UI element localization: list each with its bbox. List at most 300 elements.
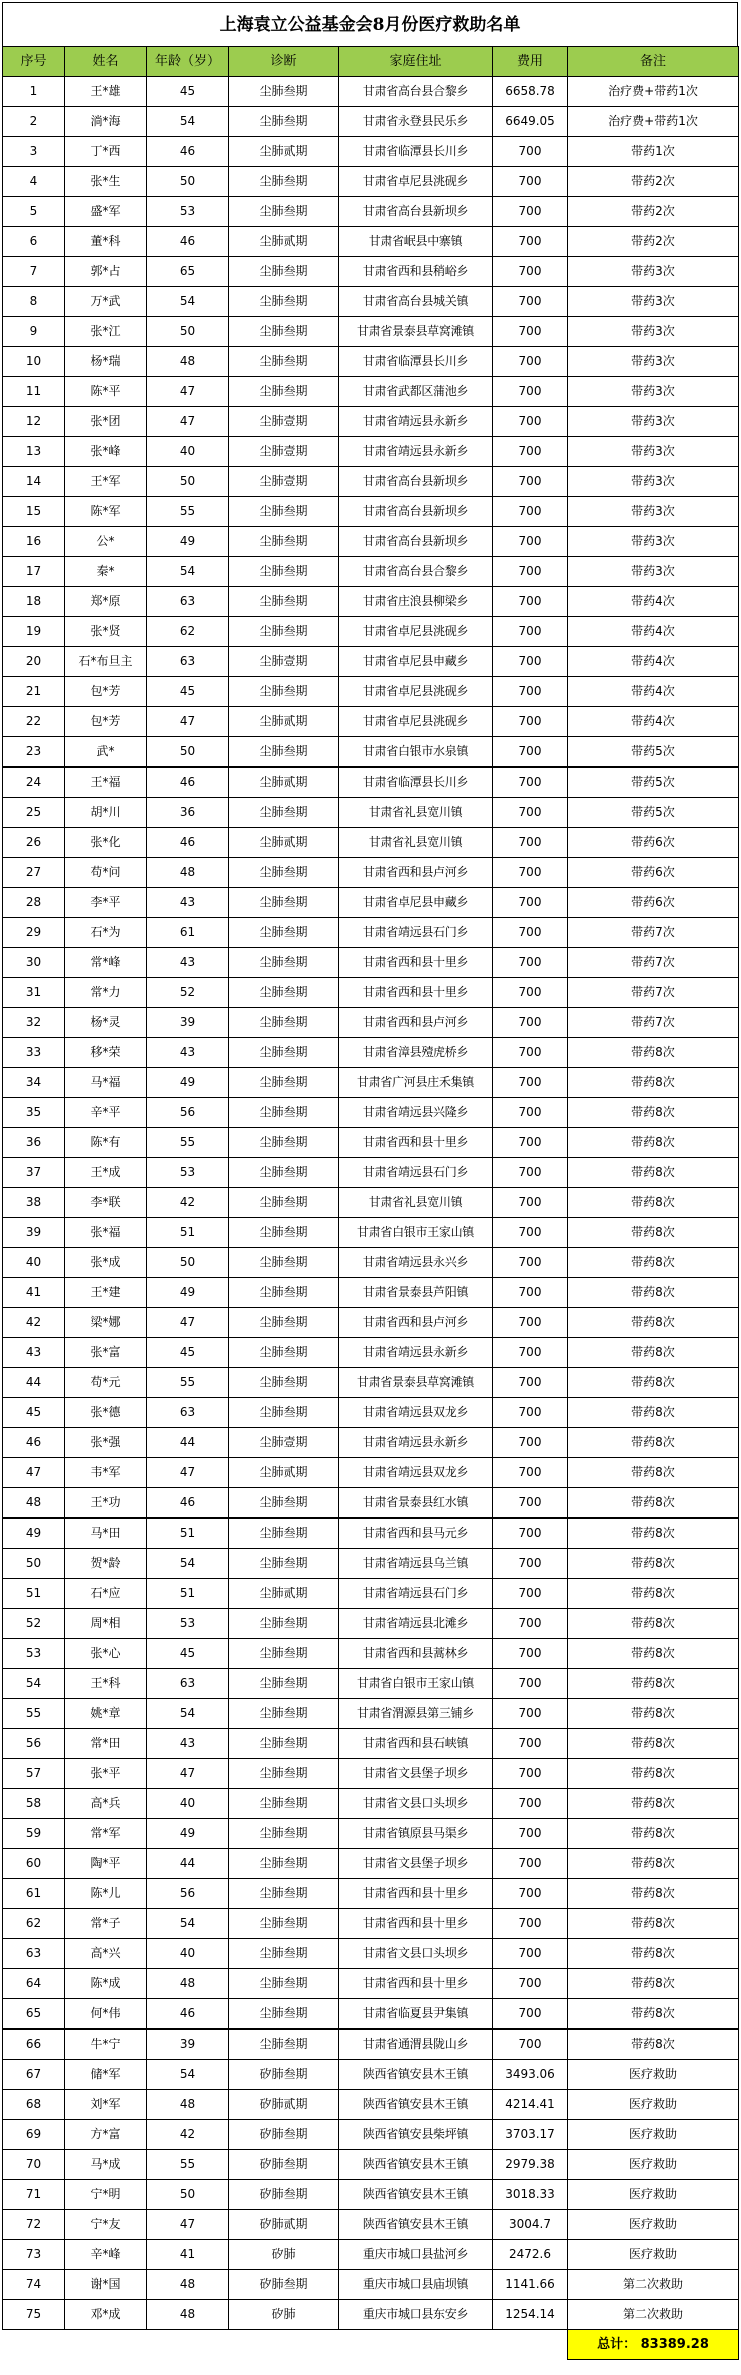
cell-address: 甘肃省漳县殪虎桥乡 — [339, 1038, 493, 1068]
table-row — [3, 1699, 739, 1729]
cell-cost: 700 — [493, 1639, 568, 1669]
cell-cost: 700 — [493, 1909, 568, 1939]
cell-name: 秦* — [65, 557, 147, 587]
cell-index: 13 — [3, 437, 65, 467]
cell-cost: 700 — [493, 1759, 568, 1789]
cell-remark: 带药8次 — [568, 1308, 739, 1338]
cell-index: 55 — [3, 1699, 65, 1729]
table-row — [3, 1458, 739, 1488]
cell-name: 郭*占 — [65, 257, 147, 287]
cell-age: 45 — [147, 77, 229, 107]
table-row — [3, 527, 739, 557]
cell-address: 甘肃省西和县卢河乡 — [339, 858, 493, 888]
cell-cost: 700 — [493, 1338, 568, 1368]
table-row — [3, 1068, 739, 1098]
cell-name: 高*兵 — [65, 1789, 147, 1819]
cell-address: 甘肃省卓尼县洮砚乡 — [339, 617, 493, 647]
cell-diagnosis: 尘肺叁期 — [229, 1879, 339, 1909]
cell-remark: 带药3次 — [568, 257, 739, 287]
cell-diagnosis: 尘肺叁期 — [229, 1308, 339, 1338]
col-header-remark: 备注 — [568, 47, 739, 77]
cell-age: 48 — [147, 2270, 229, 2300]
cell-cost: 700 — [493, 1579, 568, 1609]
cell-name: 张*富 — [65, 1338, 147, 1368]
cell-diagnosis: 尘肺壹期 — [229, 467, 339, 497]
cell-remark: 带药8次 — [568, 1549, 739, 1579]
table-row — [3, 1038, 739, 1068]
cell-cost: 700 — [493, 257, 568, 287]
cell-remark: 治疗费+带药1次 — [568, 107, 739, 137]
cell-age: 50 — [147, 167, 229, 197]
table-row — [3, 1128, 739, 1158]
cell-name: 盛*军 — [65, 197, 147, 227]
table-row — [3, 1669, 739, 1699]
cell-remark: 带药2次 — [568, 227, 739, 257]
cell-cost: 700 — [493, 1248, 568, 1278]
cell-index: 33 — [3, 1038, 65, 1068]
table-row — [3, 1639, 739, 1669]
cell-index: 2 — [3, 107, 65, 137]
cell-name: 杨*瑞 — [65, 347, 147, 377]
cell-address: 甘肃省高台县新坝乡 — [339, 467, 493, 497]
cell-age: 40 — [147, 1789, 229, 1819]
header-row — [3, 47, 739, 77]
cell-cost: 700 — [493, 527, 568, 557]
cell-index: 46 — [3, 1428, 65, 1458]
cell-index: 27 — [3, 858, 65, 888]
cell-address: 甘肃省靖远县双龙乡 — [339, 1458, 493, 1488]
cell-diagnosis: 尘肺壹期 — [229, 437, 339, 467]
cell-name: 陈*军 — [65, 497, 147, 527]
cell-age: 44 — [147, 1428, 229, 1458]
cell-age: 41 — [147, 2240, 229, 2270]
cell-diagnosis: 矽肺叁期 — [229, 2060, 339, 2090]
cell-age: 51 — [147, 1518, 229, 1549]
table-row — [3, 1579, 739, 1609]
cell-diagnosis: 尘肺叁期 — [229, 798, 339, 828]
cell-remark: 带药7次 — [568, 978, 739, 1008]
col-header-address: 家庭住址 — [339, 47, 493, 77]
cell-age: 47 — [147, 1759, 229, 1789]
cell-address: 甘肃省靖远县双龙乡 — [339, 1398, 493, 1428]
cell-address: 甘肃省广河县庄禾集镇 — [339, 1068, 493, 1098]
cell-cost: 700 — [493, 137, 568, 167]
cell-address: 甘肃省西和县马元乡 — [339, 1518, 493, 1549]
cell-address: 陕西省镇安县木王镇 — [339, 2150, 493, 2180]
cell-remark: 第二次救助 — [568, 2270, 739, 2300]
cell-age: 39 — [147, 2029, 229, 2060]
cell-age: 48 — [147, 347, 229, 377]
table-row — [3, 1368, 739, 1398]
cell-diagnosis: 尘肺叁期 — [229, 1909, 339, 1939]
table-row — [3, 1248, 739, 1278]
cell-age: 46 — [147, 767, 229, 798]
cell-diagnosis: 尘肺叁期 — [229, 1368, 339, 1398]
cell-diagnosis: 矽肺贰期 — [229, 2210, 339, 2240]
table-row — [3, 1188, 739, 1218]
cell-diagnosis: 尘肺叁期 — [229, 1729, 339, 1759]
cell-index: 61 — [3, 1879, 65, 1909]
cell-cost: 700 — [493, 1999, 568, 2030]
cell-remark: 医疗救助 — [568, 2210, 739, 2240]
cell-cost: 700 — [493, 1428, 568, 1458]
table-row — [3, 1518, 739, 1549]
cell-cost: 700 — [493, 1699, 568, 1729]
cell-name: 董*科 — [65, 227, 147, 257]
col-header-diagnosis: 诊断 — [229, 47, 339, 77]
cell-name: 储*军 — [65, 2060, 147, 2090]
cell-cost: 700 — [493, 1218, 568, 1248]
table-row — [3, 1308, 739, 1338]
cell-address: 甘肃省临潭县长川乡 — [339, 137, 493, 167]
table-row — [3, 467, 739, 497]
cell-address: 甘肃省高台县新坝乡 — [339, 527, 493, 557]
cell-index: 11 — [3, 377, 65, 407]
table-row — [3, 557, 739, 587]
cell-diagnosis: 尘肺叁期 — [229, 1038, 339, 1068]
cell-remark: 带药2次 — [568, 167, 739, 197]
cell-diagnosis: 尘肺贰期 — [229, 707, 339, 737]
cell-remark: 带药8次 — [568, 1729, 739, 1759]
cell-diagnosis: 尘肺叁期 — [229, 1248, 339, 1278]
cell-age: 51 — [147, 1579, 229, 1609]
cell-cost: 700 — [493, 1969, 568, 1999]
cell-cost: 700 — [493, 557, 568, 587]
cell-remark: 带药3次 — [568, 467, 739, 497]
cell-name: 张*福 — [65, 1218, 147, 1248]
cell-address: 甘肃省靖远县石门乡 — [339, 1158, 493, 1188]
cell-age: 40 — [147, 1939, 229, 1969]
cell-index: 62 — [3, 1909, 65, 1939]
cell-cost: 700 — [493, 1098, 568, 1128]
cell-cost: 700 — [493, 407, 568, 437]
cell-address: 甘肃省文县堡子坝乡 — [339, 1849, 493, 1879]
cell-age: 53 — [147, 1609, 229, 1639]
cell-address: 陕西省镇安县柴坪镇 — [339, 2120, 493, 2150]
cell-remark: 带药3次 — [568, 347, 739, 377]
cell-name: 谢*国 — [65, 2270, 147, 2300]
cell-age: 56 — [147, 1879, 229, 1909]
cell-cost: 700 — [493, 858, 568, 888]
cell-address: 甘肃省高台县新坝乡 — [339, 497, 493, 527]
cell-diagnosis: 尘肺叁期 — [229, 737, 339, 768]
table-row — [3, 978, 739, 1008]
cell-age: 47 — [147, 2210, 229, 2240]
cell-remark: 带药8次 — [568, 1639, 739, 1669]
cell-cost: 700 — [493, 767, 568, 798]
cell-index: 5 — [3, 197, 65, 227]
cell-remark: 医疗救助 — [568, 2180, 739, 2210]
cell-address: 甘肃省西和县卢河乡 — [339, 1008, 493, 1038]
cell-index: 26 — [3, 828, 65, 858]
table-row — [3, 1609, 739, 1639]
cell-address: 甘肃省白银市王家山镇 — [339, 1218, 493, 1248]
cell-cost: 700 — [493, 1278, 568, 1308]
cell-cost: 700 — [493, 1188, 568, 1218]
cell-name: 宁*明 — [65, 2180, 147, 2210]
cell-address: 甘肃省西和县蒿林乡 — [339, 1639, 493, 1669]
cell-name: 常*力 — [65, 978, 147, 1008]
cell-name: 马*福 — [65, 1068, 147, 1098]
cell-diagnosis: 尘肺叁期 — [229, 1218, 339, 1248]
cell-age: 40 — [147, 437, 229, 467]
cell-index: 67 — [3, 2060, 65, 2090]
cell-diagnosis: 尘肺叁期 — [229, 677, 339, 707]
table-row — [3, 77, 739, 107]
cell-index: 12 — [3, 407, 65, 437]
cell-diagnosis: 尘肺叁期 — [229, 978, 339, 1008]
cell-name: 常*军 — [65, 1819, 147, 1849]
cell-remark: 带药8次 — [568, 1368, 739, 1398]
cell-age: 62 — [147, 617, 229, 647]
cell-age: 63 — [147, 1398, 229, 1428]
cell-address: 甘肃省永登县民乐乡 — [339, 107, 493, 137]
cell-name: 张*成 — [65, 1248, 147, 1278]
cell-index: 16 — [3, 527, 65, 557]
cell-remark: 带药8次 — [568, 1609, 739, 1639]
cell-name: 梁*娜 — [65, 1308, 147, 1338]
cell-index: 64 — [3, 1969, 65, 1999]
cell-diagnosis: 尘肺叁期 — [229, 1128, 339, 1158]
cell-cost: 700 — [493, 1458, 568, 1488]
cell-name: 王*科 — [65, 1669, 147, 1699]
table-row — [3, 1158, 739, 1188]
cell-remark: 医疗救助 — [568, 2150, 739, 2180]
cell-remark: 带药8次 — [568, 1278, 739, 1308]
cell-remark: 带药1次 — [568, 137, 739, 167]
cell-cost: 700 — [493, 1879, 568, 1909]
cell-name: 常*田 — [65, 1729, 147, 1759]
table-row — [3, 587, 739, 617]
cell-address: 甘肃省靖远县永新乡 — [339, 1428, 493, 1458]
table-row — [3, 317, 739, 347]
cell-name: 石*应 — [65, 1579, 147, 1609]
cell-remark: 带药3次 — [568, 407, 739, 437]
cell-address: 陕西省镇安县木王镇 — [339, 2060, 493, 2090]
cell-cost: 700 — [493, 1038, 568, 1068]
cell-remark: 带药8次 — [568, 1699, 739, 1729]
cell-age: 39 — [147, 1008, 229, 1038]
cell-index: 3 — [3, 137, 65, 167]
cell-index: 10 — [3, 347, 65, 377]
cell-index: 4 — [3, 167, 65, 197]
cell-age: 45 — [147, 677, 229, 707]
cell-index: 20 — [3, 647, 65, 677]
cell-cost: 700 — [493, 2029, 568, 2060]
cell-index: 7 — [3, 257, 65, 287]
cell-name: 何*伟 — [65, 1999, 147, 2030]
table-row — [3, 1278, 739, 1308]
cell-cost: 1254.14 — [493, 2300, 568, 2330]
cell-remark: 带药7次 — [568, 918, 739, 948]
cell-remark: 带药4次 — [568, 707, 739, 737]
cell-age: 63 — [147, 587, 229, 617]
cell-age: 43 — [147, 948, 229, 978]
cell-diagnosis: 尘肺叁期 — [229, 287, 339, 317]
cell-name: 方*富 — [65, 2120, 147, 2150]
cell-age: 48 — [147, 858, 229, 888]
cell-age: 49 — [147, 1068, 229, 1098]
cell-diagnosis: 尘肺叁期 — [229, 1158, 339, 1188]
table-row — [3, 617, 739, 647]
cell-remark: 带药8次 — [568, 2029, 739, 2060]
cell-cost: 700 — [493, 1729, 568, 1759]
cell-index: 60 — [3, 1849, 65, 1879]
cell-remark: 带药3次 — [568, 287, 739, 317]
cell-index: 40 — [3, 1248, 65, 1278]
cell-remark: 带药3次 — [568, 527, 739, 557]
cell-address: 甘肃省通渭县陇山乡 — [339, 2029, 493, 2060]
cell-remark: 带药8次 — [568, 1338, 739, 1368]
cell-address: 甘肃省西和县石峡镇 — [339, 1729, 493, 1759]
cell-diagnosis: 尘肺贰期 — [229, 1458, 339, 1488]
cell-name: 包*芳 — [65, 707, 147, 737]
cell-age: 47 — [147, 1308, 229, 1338]
cell-remark: 带药6次 — [568, 888, 739, 918]
cell-remark: 带药5次 — [568, 767, 739, 798]
cell-name: 张*心 — [65, 1639, 147, 1669]
cell-cost: 700 — [493, 1789, 568, 1819]
cell-age: 46 — [147, 137, 229, 167]
cell-name: 李*联 — [65, 1188, 147, 1218]
cell-address: 甘肃省高台县城关镇 — [339, 287, 493, 317]
cell-cost: 700 — [493, 497, 568, 527]
cell-diagnosis: 尘肺叁期 — [229, 1819, 339, 1849]
cell-cost: 700 — [493, 437, 568, 467]
cell-index: 36 — [3, 1128, 65, 1158]
cell-cost: 700 — [493, 1158, 568, 1188]
cell-age: 44 — [147, 1849, 229, 1879]
col-header-index: 序号 — [3, 47, 65, 77]
cell-remark: 带药4次 — [568, 587, 739, 617]
cell-index: 38 — [3, 1188, 65, 1218]
cell-name: 陈*有 — [65, 1128, 147, 1158]
cell-remark: 带药8次 — [568, 1759, 739, 1789]
cell-name: 王*功 — [65, 1488, 147, 1519]
cell-index: 47 — [3, 1458, 65, 1488]
cell-diagnosis: 尘肺叁期 — [229, 107, 339, 137]
cell-cost: 700 — [493, 377, 568, 407]
cell-index: 71 — [3, 2180, 65, 2210]
cell-name: 杨*灵 — [65, 1008, 147, 1038]
table-row — [3, 1008, 739, 1038]
cell-address: 陕西省镇安县木王镇 — [339, 2090, 493, 2120]
cell-remark: 带药6次 — [568, 828, 739, 858]
cell-remark: 带药8次 — [568, 1218, 739, 1248]
cell-cost: 2979.38 — [493, 2150, 568, 2180]
cell-diagnosis: 尘肺壹期 — [229, 407, 339, 437]
cell-cost: 6649.05 — [493, 107, 568, 137]
cell-cost: 700 — [493, 1368, 568, 1398]
cell-index: 65 — [3, 1999, 65, 2030]
report-sheet — [2, 2, 738, 2360]
cell-address: 甘肃省靖远县乌兰镇 — [339, 1549, 493, 1579]
cell-index: 70 — [3, 2150, 65, 2180]
cell-index: 68 — [3, 2090, 65, 2120]
cell-address: 甘肃省西和县十里乡 — [339, 1969, 493, 1999]
table-row — [3, 1849, 739, 1879]
cell-name: 宁*友 — [65, 2210, 147, 2240]
cell-index: 8 — [3, 287, 65, 317]
cell-name: 王*成 — [65, 1158, 147, 1188]
cell-name: 辛*平 — [65, 1098, 147, 1128]
cell-remark: 带药5次 — [568, 798, 739, 828]
cell-cost: 2472.6 — [493, 2240, 568, 2270]
cell-age: 50 — [147, 1248, 229, 1278]
cell-age: 55 — [147, 1368, 229, 1398]
cell-name: 高*兴 — [65, 1939, 147, 1969]
cell-address: 甘肃省临潭县长川乡 — [339, 347, 493, 377]
cell-age: 53 — [147, 197, 229, 227]
cell-age: 52 — [147, 978, 229, 1008]
cell-diagnosis: 尘肺叁期 — [229, 1068, 339, 1098]
table-row — [3, 1729, 739, 1759]
cell-diagnosis: 尘肺叁期 — [229, 918, 339, 948]
cell-cost: 700 — [493, 197, 568, 227]
cell-age: 48 — [147, 2090, 229, 2120]
grand-total: 总计： 83389.28 — [568, 2330, 739, 2360]
cell-age: 43 — [147, 1729, 229, 1759]
cell-remark: 带药3次 — [568, 317, 739, 347]
cell-name: 贺*龄 — [65, 1549, 147, 1579]
cell-index: 19 — [3, 617, 65, 647]
cell-index: 24 — [3, 767, 65, 798]
aid-list-table — [2, 46, 739, 2360]
cell-index: 72 — [3, 2210, 65, 2240]
cell-address: 甘肃省渭源县第三铺乡 — [339, 1699, 493, 1729]
cell-index: 15 — [3, 497, 65, 527]
table-row — [3, 828, 739, 858]
cell-age: 55 — [147, 497, 229, 527]
cell-remark: 带药8次 — [568, 1969, 739, 1999]
cell-cost: 700 — [493, 1849, 568, 1879]
table-row — [3, 1909, 739, 1939]
cell-name: 公* — [65, 527, 147, 557]
total-row — [3, 2330, 739, 2360]
cell-diagnosis: 尘肺贰期 — [229, 137, 339, 167]
cell-cost: 700 — [493, 1128, 568, 1158]
cell-remark: 带药8次 — [568, 1518, 739, 1549]
cell-index: 21 — [3, 677, 65, 707]
cell-cost: 700 — [493, 647, 568, 677]
cell-remark: 带药3次 — [568, 557, 739, 587]
cell-cost: 700 — [493, 677, 568, 707]
cell-cost: 700 — [493, 1549, 568, 1579]
cell-cost: 700 — [493, 1398, 568, 1428]
table-row — [3, 1549, 739, 1579]
cell-name: 丁*西 — [65, 137, 147, 167]
cell-diagnosis: 尘肺叁期 — [229, 948, 339, 978]
cell-remark: 医疗救助 — [568, 2090, 739, 2120]
table-row — [3, 437, 739, 467]
cell-index: 17 — [3, 557, 65, 587]
table-row — [3, 1098, 739, 1128]
cell-diagnosis: 尘肺叁期 — [229, 1789, 339, 1819]
cell-index: 52 — [3, 1609, 65, 1639]
cell-cost: 1141.66 — [493, 2270, 568, 2300]
cell-remark: 医疗救助 — [568, 2120, 739, 2150]
cell-name: 张*峰 — [65, 437, 147, 467]
cell-diagnosis: 尘肺叁期 — [229, 1669, 339, 1699]
cell-diagnosis: 矽肺贰期 — [229, 2090, 339, 2120]
cell-cost: 700 — [493, 587, 568, 617]
table-row — [3, 1428, 739, 1458]
cell-address: 甘肃省西和县十里乡 — [339, 1879, 493, 1909]
table-row — [3, 1999, 739, 2030]
cell-address: 甘肃省礼县宽川镇 — [339, 1188, 493, 1218]
cell-address: 甘肃省卓尼县洮砚乡 — [339, 707, 493, 737]
cell-index: 53 — [3, 1639, 65, 1669]
